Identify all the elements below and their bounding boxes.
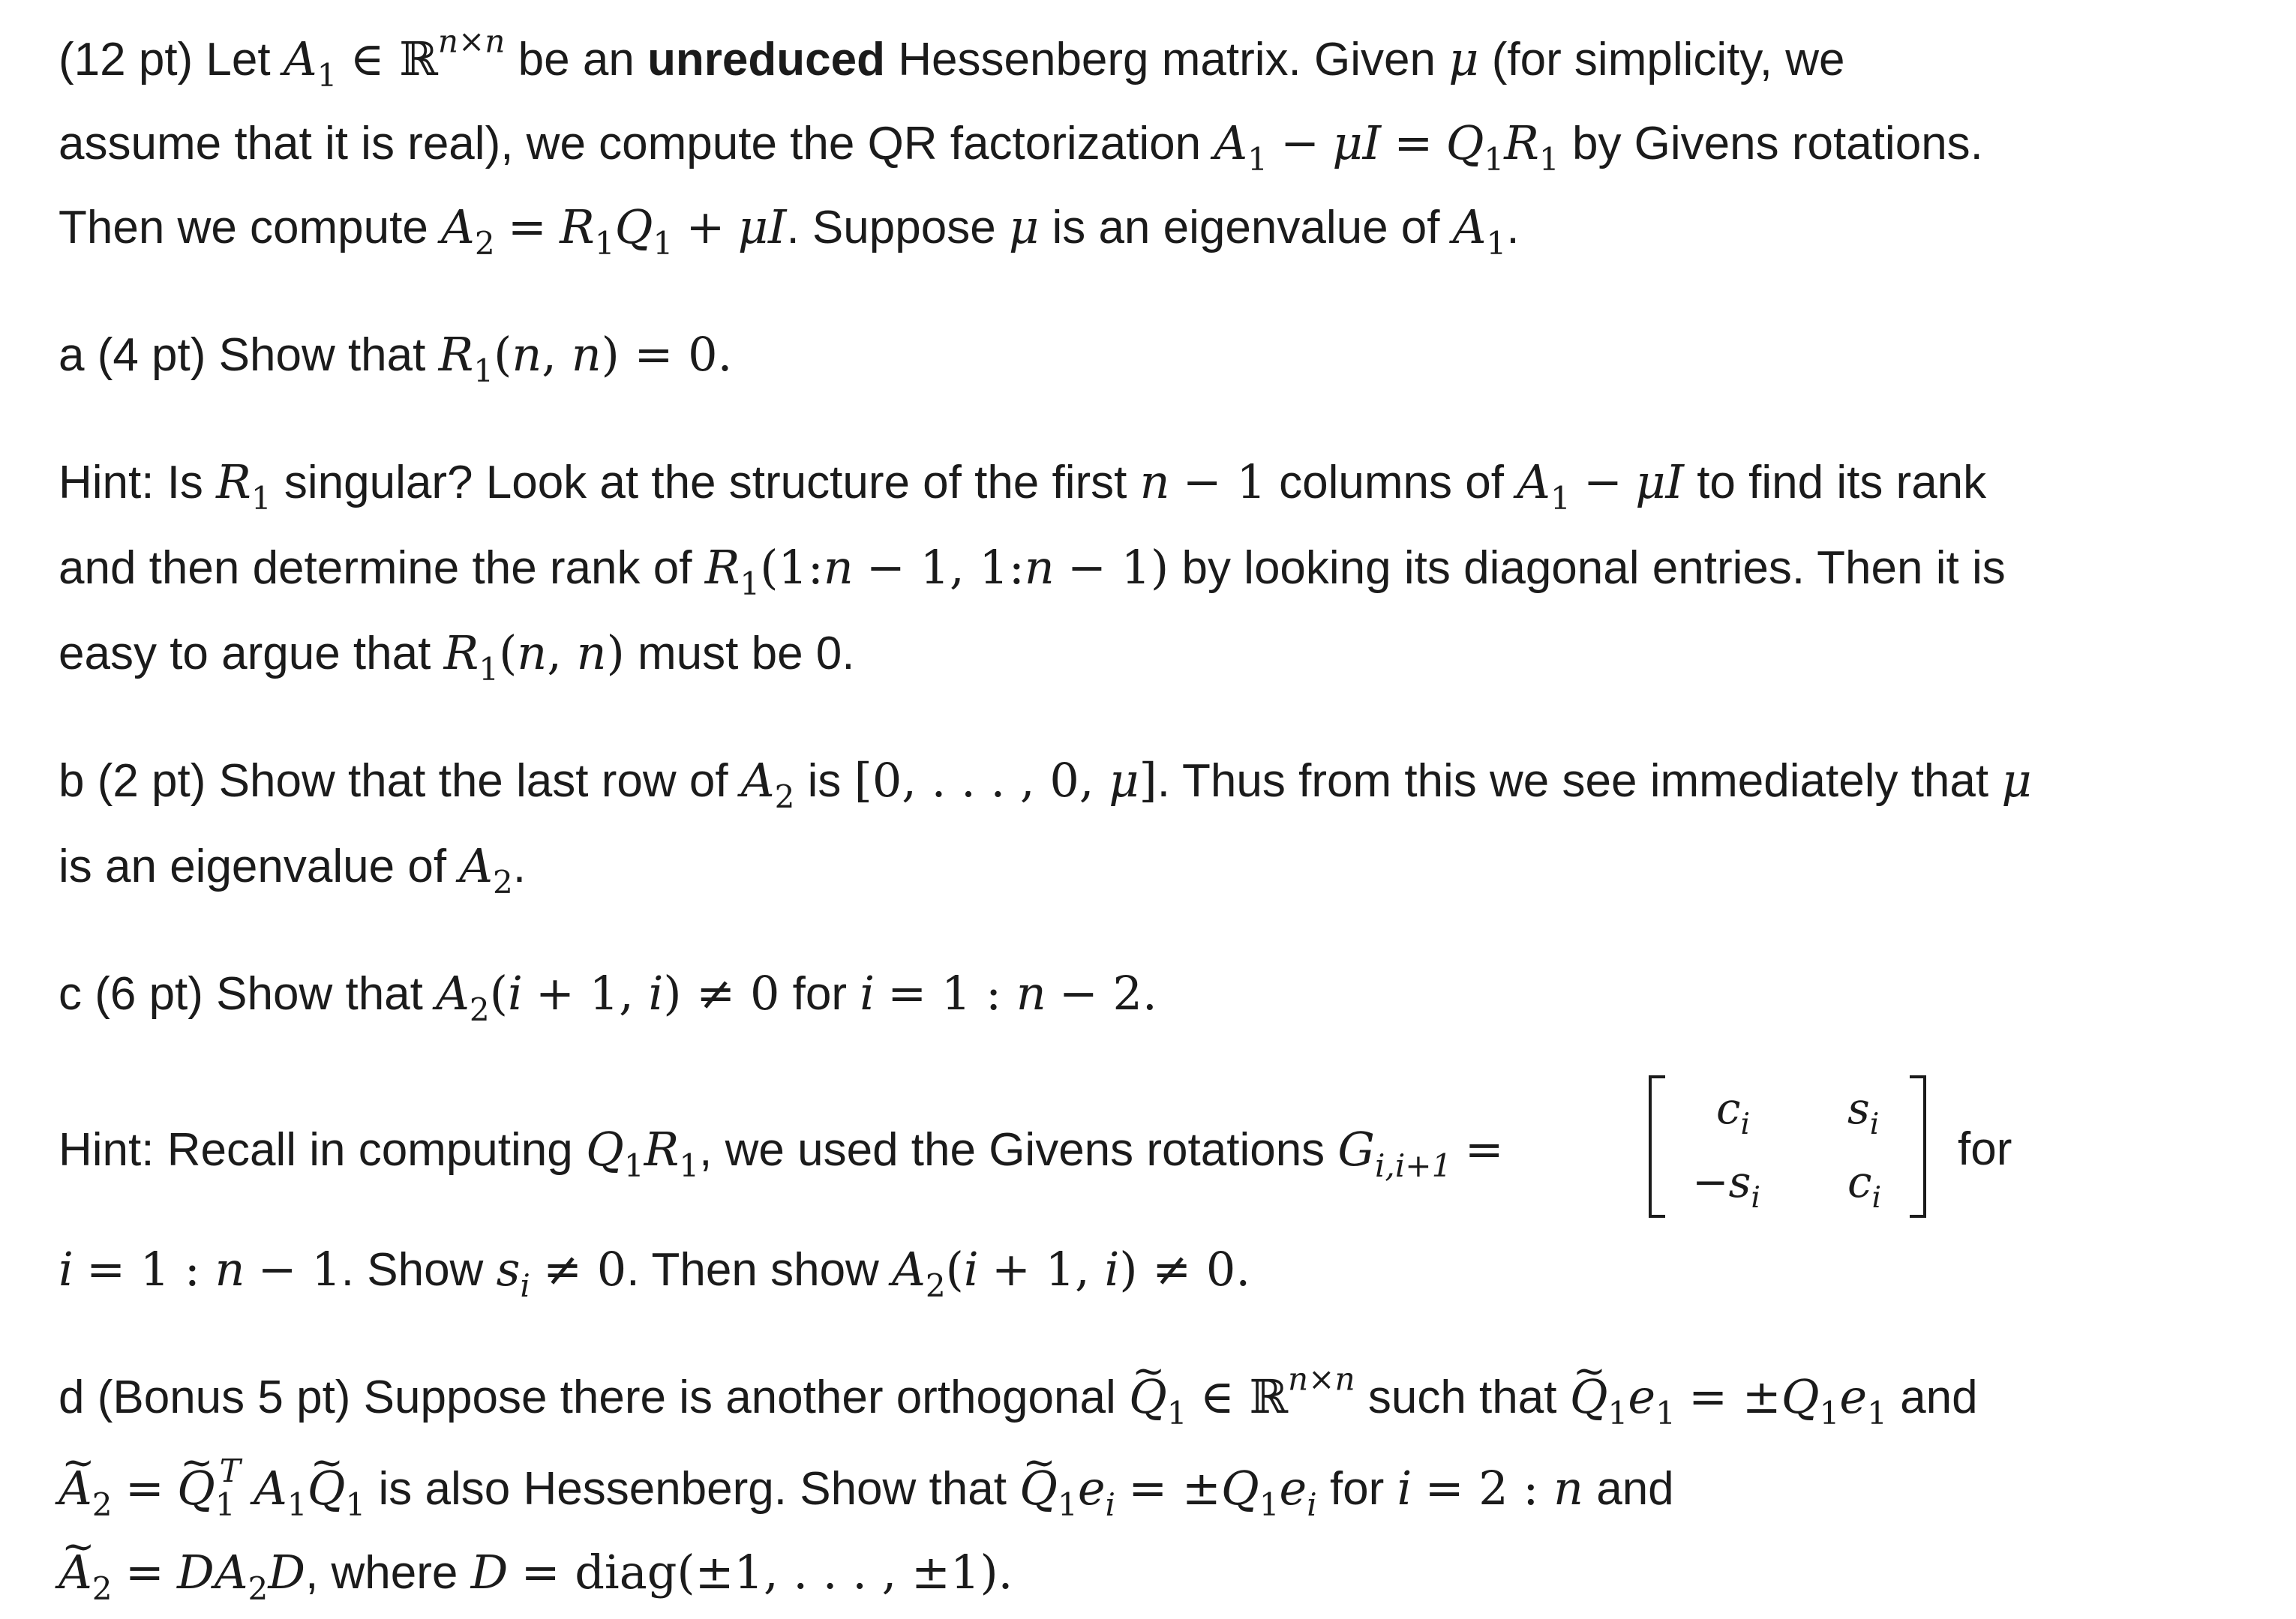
part-b-line-2: is an eigenvalue of $A_2$. [59, 838, 527, 901]
matrix-right-bracket [1910, 1075, 1926, 1218]
matrix-left-bracket [1649, 1075, 1665, 1218]
part-c-hint-line-1: Hint: Recall in computing $Q_1R_1$, we used the Givens rotations $G_{i,i+1}$ = [59, 1122, 1504, 1184]
matrix-cell-c2: $c_i$ [1847, 1156, 1882, 1215]
part-b-line-1: b (2 pt) Show that the last row of $A_2$ is [0, . . . , 0, μ]. Thus from this we see immediately that μ [59, 753, 2032, 815]
matrix-cell-c: $c_i$ [1716, 1083, 1751, 1141]
matrix-cell-s: $s_i$ [1847, 1083, 1880, 1141]
part-a-hint-line-1: Hint: Is $R_1$ singular? Look at the structure of the first n − 1 columns of $A_1 - \mu I$ to find its rank [59, 454, 1987, 517]
part-c-hint-for: for [1958, 1123, 2012, 1175]
part-a-hint-line-2: and then determine the rank of $R_1(1:n - 1$, 1:n − 1) by looking its diagonal entries. Then it is [59, 540, 2006, 602]
intro-line-1: (12 pt) Let $A_1$ ∈ ℝ$^{n\times n}$ be an unreduced Hessenberg matrix. Given μ (for simplicity, we [59, 22, 1845, 94]
matrix-cell-minus-s: $-s_i$ [1692, 1156, 1760, 1215]
givens-rotation-matrix [1649, 1075, 1926, 1218]
intro-line-2: assume that it is real), we compute the QR factorization $A_1 - \mu I = Q_1R_1$ by Givens rotations. [59, 115, 1983, 178]
part-d-line-3: ~ $A_2 = DA_2D$, where D = diag(±1, . . . , ±1). [59, 1549, 1013, 1597]
part-c-hint-line-2: i = 1 : n − 1. Show $s_i \ne 0$. Then show $A_2(i + 1$, i) ≠ 0. [59, 1242, 1251, 1304]
part-c-statement: c (6 pt) Show that $A_2(i + 1$, i) ≠ 0 for i = 1 : n − 2. [59, 966, 1157, 1028]
part-d-line-1: d (Bonus 5 pt) Suppose there is another orthogonal ~ $Q_1$ ∈ ℝ$^{n\times n}$ such that ~ $Q_1e_1 = \pm Q_1e_1$ and [59, 1374, 1978, 1421]
part-d-line-2: ~ $A_2$ = ~ $Q_1^T$ $A_1\sim$ $Q_1$ is also Hessenberg. Show that ~ $Q_1e_i = \pm Q_1e_i$ for i = 2 : n and [59, 1465, 1674, 1513]
part-a-hint-line-3: easy to argue that $R_1(n$, n) must be 0. [59, 625, 855, 688]
part-a-statement: a (4 pt) Show that $R_1(n$, n) = 0. [59, 327, 733, 389]
intro-line-3: Then we compute $A_2 = R_1Q_1 + \mu I$. Suppose μ is an eigenvalue of $A_1$. [59, 199, 1520, 262]
